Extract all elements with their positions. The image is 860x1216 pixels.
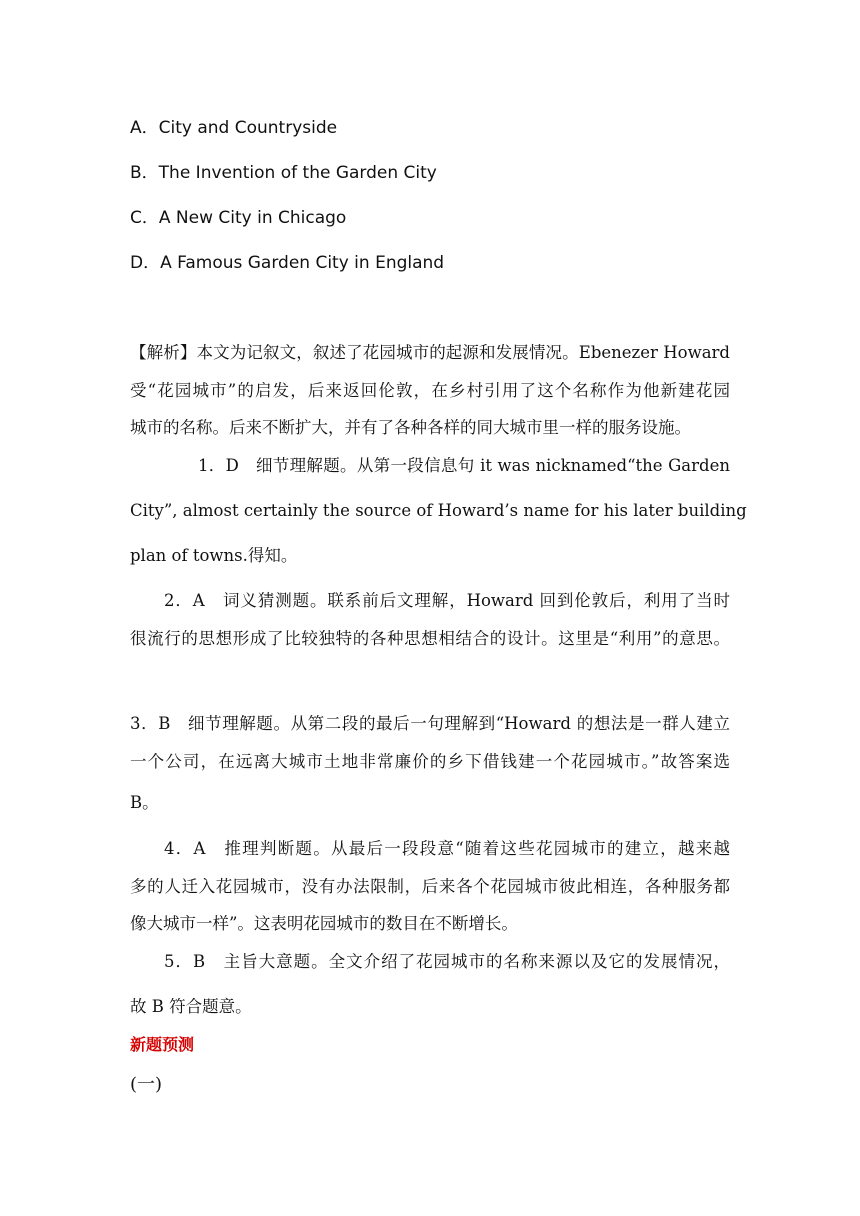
answer-1-line-3: plan of towns.得知。 [130,546,298,565]
new-section-title: 新题预测 [130,1035,195,1054]
option-a: A．City and Countryside [130,118,338,138]
new-section-subtitle: (一) [130,1074,163,1095]
answer-2-line-1: 2．A 词义猜测题。联系前后文理解，Howard 回到伦敦后，利用了当时 [164,591,730,610]
answer-5-line-2: 故 B 符合题意。 [130,997,252,1016]
answer-3-line-3: B。 [130,793,159,812]
option-b: B．The Invention of the Garden City [130,163,437,183]
answer-4-line-2: 多的人迁入花园城市，没有办法限制，后来各个花园城市彼此相连，各种服务都 [130,877,730,896]
answer-3-line-1: 3．B 细节理解题。从第二段的最后一句理解到“Howard 的想法是一群人建立 [130,714,730,733]
answer-2-line-2: 很流行的思想形成了比较独特的各种思想相结合的设计。这里是“利用”的意思。 [130,629,730,648]
answer-4-line-1: 4．A 推理判断题。从最后一段段意“随着这些花园城市的建立，越来越 [164,839,730,858]
answer-4-line-3: 像大城市一样”。这表明花园城市的数目在不断增长。 [130,914,518,933]
analysis-line-1: 【解析】本文为记叙文，叙述了花园城市的起源和发展情况。Ebenezer Howard [130,343,730,362]
answer-3-line-2: 一个公司，在远离大城市土地非常廉价的乡下借钱建一个花园城市。”故答案选 [130,752,730,771]
analysis-line-2: 受“花园城市”的启发，后来返回伦敦，在乡村引用了这个名称作为他新建花园 [130,381,730,400]
answer-5-line-1: 5．B 主旨大意题。全文介绍了花园城市的名称来源以及它的发展情况， [164,952,730,971]
answer-1-line-2: City”, almost certainly the source of Howard’s name for his later building [130,501,747,520]
analysis-line-3: 城市的名称。后来不断扩大，并有了各种各样的同大城市里一样的服务设施。 [130,418,691,437]
option-d: D．A Famous Garden City in England [130,253,445,273]
answer-1-line-1: 1．D 细节理解题。从第一段信息句 it was nicknamed“the Garden [198,456,730,475]
option-c: C．A New City in Chicago [130,208,347,228]
